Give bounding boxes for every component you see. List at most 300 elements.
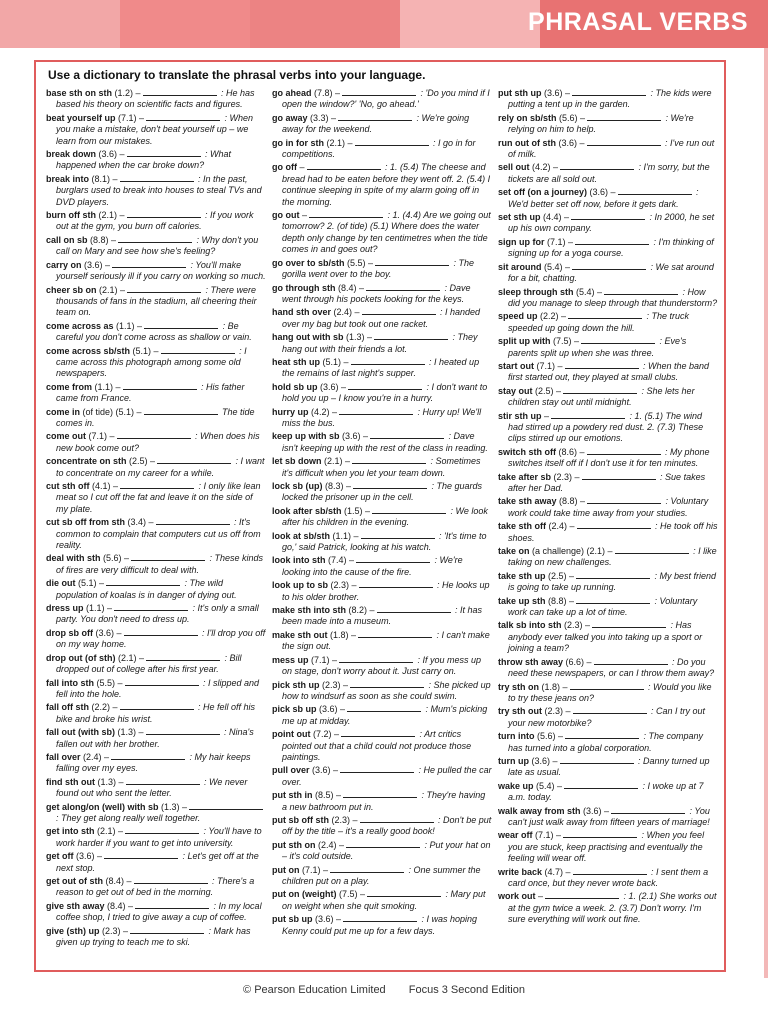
translation-blank[interactable] [360,815,434,823]
unit-reference: (2.3) – [561,620,591,631]
translation-blank[interactable] [611,806,685,814]
translation-blank[interactable] [341,729,415,737]
example-sentence: : 1. (5.4) The cheese and bread had to be eaten before they went off. 2. (5.4) I continue sleeping in spite of my alarm going off in the morning. [282,162,491,207]
translation-blank[interactable] [118,235,192,243]
translation-blank[interactable] [581,336,655,344]
unit-reference: (7.1) – [532,830,562,841]
phrasal-verb-entry [272,258,492,281]
translation-blank[interactable] [351,357,425,365]
phrasal-verb-entry [272,704,492,727]
phrasal-verb-term: run out of sth [498,137,556,148]
phrasal-verb-entry [46,653,266,676]
unit-reference: (4.4) – [540,212,570,223]
unit-reference: (2.4) – [546,521,575,532]
phrasal-verb-term: take sth up [498,570,546,581]
example-sentence: : 'Do you mind if I open the window?' 'No, go ahead.' [282,88,490,110]
phrasal-verb-entry [498,162,718,185]
translation-blank[interactable] [565,731,639,739]
translation-blank[interactable] [339,655,413,663]
example-sentence: : You can't just walk away from fifteen years of marriage! [508,805,710,827]
unit-reference: (3.6) – [96,149,125,160]
phrasal-verb-term: throw sth away [498,656,564,667]
phrasal-verb-term: cheer sb on [46,284,97,295]
unit-reference: (of tide) (5.1) – [80,406,142,417]
translation-blank[interactable] [156,517,230,525]
phrasal-verb-term: look after sb/sth [272,505,342,516]
phrasal-verb-entry [498,287,718,310]
phrasal-verb-term: look at sb/sth [272,530,331,541]
translation-blank[interactable] [343,790,417,798]
phrasal-verb-entry [272,580,492,603]
translation-blank[interactable] [572,262,646,270]
translation-blank[interactable] [582,472,656,480]
unit-reference: (5.5) – [94,677,123,688]
phrasal-verb-term: beat yourself up [46,112,116,123]
phrasal-verb-term: get off [46,851,74,862]
translation-blank[interactable] [377,605,451,613]
phrasal-verb-term: turn up [498,755,529,766]
translation-blank[interactable] [347,704,421,712]
translation-blank[interactable] [125,826,199,834]
example-sentence: : How did you manage to sleep through that thunderstorm? [508,286,718,308]
example-sentence: : If you work out at the gym, you burn off calories. [56,210,254,232]
translation-blank[interactable] [576,596,650,604]
unit-reference: (2.2) – [89,702,118,713]
example-sentence: : Can I try out your new motorbike? [508,706,706,728]
translation-blank[interactable] [339,407,413,415]
phrasal-verb-term: split up with [498,336,551,347]
phrasal-verb-term: break down [46,149,97,160]
unit-reference: (8.4) – [103,876,132,886]
example-sentence: : I don't want to hold you up – I know you're in a hurry. [282,381,488,404]
translation-blank[interactable] [604,287,678,295]
example-sentence: : I came across this photograph among some old newspapers. [56,345,247,379]
phrasal-verb-entry [498,731,718,754]
translation-blank[interactable] [330,865,404,873]
translation-blank[interactable] [370,431,444,439]
translation-blank[interactable] [375,258,449,266]
example-sentence: : My best friend is going to take up running. [508,570,717,593]
phrasal-verb-entry [272,357,492,380]
example-sentence: : Don't be put off by the title – it's a really good book! [282,814,492,837]
example-sentence: : I'll drop you off on my way home. [56,627,266,650]
phrasal-verb-term: go away [272,112,308,123]
example-sentence: : I'm sorry, but the tickets are all sold out. [508,162,710,184]
example-sentence: : They're having a new bathroom put in. [282,790,486,812]
translation-blank[interactable] [307,162,381,170]
translation-blank[interactable] [135,901,209,909]
page-footer [0,984,768,996]
unit-reference: (3.6) – [541,88,571,98]
unit-reference: (2.1) – [324,137,353,148]
translation-blank[interactable] [126,777,200,785]
example-sentence: : Put your hat on – it's cold outside. [282,839,491,862]
unit-reference: (7.1) – [544,236,574,247]
phrasal-verb-entry [46,517,266,551]
banner-segment [0,0,120,48]
phrasal-verb-term: give sth away [46,900,105,911]
phrasal-verb-term: take up sth [498,595,546,606]
unit-reference: (2.1) – [321,456,351,467]
translation-blank[interactable] [157,456,231,464]
banner-segment [120,0,250,48]
phrasal-verb-entry [498,88,718,111]
translation-blank[interactable] [571,212,645,220]
example-sentence: : My hair keeps falling over my eyes. [56,751,251,774]
translation-blank[interactable] [350,680,424,688]
phrasal-verb-term: come across as [46,320,114,331]
unit-reference: (2.3) – [328,580,357,591]
unit-reference: (8.1) – [89,173,118,184]
phrasal-verb-entry [498,682,718,705]
translation-blank[interactable] [573,867,647,875]
example-sentence: : I like taking on new challenges. [508,546,717,568]
phrasal-verb-term: hang out with sb [272,332,344,343]
translation-blank[interactable] [358,630,432,638]
phrasal-verb-entry [46,431,266,454]
unit-reference: (2.5) – [545,570,575,581]
example-sentence: : Would you like to try these jeans on? [508,681,712,703]
translation-blank[interactable] [144,407,218,415]
example-sentence: : When you make a mistake, don't beat yourself up – we learn from our mistakes. [56,112,254,146]
phrasal-verb-term: go in for sth [272,137,324,148]
unit-reference: (8.8) – [545,595,575,606]
unit-reference: (3.6) – [556,137,585,148]
translation-blank[interactable] [127,210,201,218]
example-sentence: : What happened when the car broke down? [56,149,232,171]
right-edge-stripe [764,48,768,978]
unit-reference: (8.8) – [87,234,117,245]
unit-reference: (2.1) – [115,652,144,663]
translation-blank[interactable] [346,840,420,848]
translation-blank[interactable] [568,311,642,319]
phrasal-verb-entry [272,88,492,111]
translation-blank[interactable] [146,653,220,661]
phrasal-verb-term: set sth up [498,212,541,223]
translation-blank[interactable] [146,727,220,735]
phrasal-verb-term: walk away from sth [498,805,581,816]
translation-blank[interactable] [144,321,218,329]
phrasal-verb-entry [272,680,492,703]
translation-blank[interactable] [575,237,649,245]
phrasal-verb-entry [46,149,266,172]
translation-blank[interactable] [143,88,217,96]
translation-blank[interactable] [130,926,204,934]
example-sentence: : I only like lean meat so I cut off the fat and leave it on the side of my plate. [56,481,261,514]
translation-blank[interactable] [564,781,638,789]
translation-blank[interactable] [131,553,205,561]
phrasal-verb-entry [46,235,266,258]
phrasal-verb-entry [46,628,266,651]
unit-reference: (2.5) – [532,385,562,396]
unit-reference: (3.6) – [81,259,111,270]
phrasal-verb-term: get along/on (well) with sb [46,801,159,812]
translation-blank[interactable] [576,571,650,579]
example-sentence: : Voluntary work could take time away from your studies. [508,496,709,518]
translation-blank[interactable] [342,88,416,96]
phrasal-verb-entry [498,472,718,495]
phrasal-verb-entry [498,496,718,519]
translation-blank[interactable] [111,752,185,760]
translation-blank[interactable] [573,706,647,714]
translation-blank[interactable] [366,283,440,291]
example-sentence: : His father came from France. [56,381,245,404]
example-sentence: : The wild population of koalas is in danger of dying out. [56,578,237,600]
example-sentence: : These kinds of fires are very difficult to deal with. [56,553,264,575]
phrasal-verb-entry [498,571,718,594]
translation-blank[interactable] [120,702,194,710]
phrasal-verb-term: make sth into sth [272,605,347,616]
phrasal-verb-term: pull over [272,765,310,776]
translation-blank[interactable] [127,149,201,157]
example-sentence: : When you feel you are stuck, keep practising and eventually the feeling will wear off. [508,830,705,864]
translation-blank[interactable] [356,555,430,563]
phrasal-verb-entry [272,113,492,136]
translation-blank[interactable] [309,210,383,218]
phrasal-verb-entry [46,702,266,725]
example-sentence: : We're looking into the cause of the fire. [282,555,463,577]
phrasal-verb-entry [498,891,718,925]
translation-blank[interactable] [587,496,661,504]
edition-text: Focus 3 Second Edition [408,984,525,996]
translation-blank[interactable] [125,678,199,686]
example-sentence: : She picked up how to windsurf as soon as she could swim. [282,679,491,701]
phrasal-verb-entry [498,546,718,569]
phrasal-verb-entry [46,926,266,949]
translation-blank[interactable] [146,113,220,121]
phrasal-verb-term: call on sb [46,234,88,245]
example-sentence: : Be careful you don't come across as shallow or vain. [56,320,252,343]
example-sentence: : I heated up the remains of last night's supper. [282,356,480,379]
phrasal-verb-term: put sth up [498,88,542,98]
example-sentence: : 'It's time to go,' said Patrick, looking at his watch. [282,530,487,553]
phrasal-verb-term: hand sth over [272,307,332,318]
phrasal-verb-term: rely on sb/sth [498,112,557,123]
phrasal-verb-entry [272,555,492,578]
unit-reference: – [299,210,308,221]
translation-blank[interactable] [563,386,637,394]
phrasal-verb-term: speed up [498,311,538,322]
phrasal-verb-entry [46,876,266,899]
translation-blank[interactable] [340,765,414,773]
translation-blank[interactable] [372,506,446,514]
example-sentence: : We're going away for the weekend. [282,112,470,135]
translation-blank[interactable] [114,603,188,611]
phrasal-verb-term: take after sb [498,471,552,482]
unit-reference: (2.3) – [329,814,358,825]
unit-reference: (3.6) – [93,627,122,638]
unit-reference: (5.1) – [130,345,159,356]
phrasal-verb-term: take sth away [498,496,557,507]
phrasal-verb-entry [272,840,492,863]
phrasal-verb-term: put sb up [272,914,313,925]
unit-reference: (4.7) – [542,866,571,877]
translation-blank[interactable] [124,628,198,636]
unit-reference: (8.8) – [556,496,586,507]
translation-blank[interactable] [104,851,178,859]
translation-blank[interactable] [374,332,448,340]
phrasal-verb-term: wake up [498,780,534,791]
translation-blank[interactable] [570,682,644,690]
translation-blank[interactable] [134,876,208,884]
unit-reference: (1.8) – [539,681,568,692]
translation-blank[interactable] [615,546,689,554]
unit-reference: (2.3) – [319,679,349,690]
translation-blank[interactable] [112,260,186,268]
phrasal-verb-term: lock sb (up) [272,481,323,491]
translation-blank[interactable] [592,620,666,628]
translation-blank[interactable] [123,382,197,390]
translation-blank[interactable] [560,162,634,170]
translation-blank[interactable] [120,481,194,489]
phrasal-verb-term: fall out (with sb) [46,727,115,738]
translation-blank[interactable] [189,802,263,810]
translation-blank[interactable] [618,187,692,195]
phrasal-verb-entry [498,706,718,729]
phrasal-verb-term: write back [498,866,543,877]
translation-blank[interactable] [348,382,422,390]
unit-reference: (1.1) – [330,530,359,541]
phrasal-verb-entry [272,655,492,678]
example-sentence: : He fell off his bike and broke his wrist. [56,702,256,724]
translation-blank[interactable] [572,88,646,96]
example-sentence: : I'm thinking of signing up for a yoga course. [508,236,714,259]
translation-blank[interactable] [551,411,625,419]
translation-blank[interactable] [161,346,235,354]
example-sentence: : You'll have to work harder if you want to get into university. [56,826,262,848]
phrasal-verb-entry [46,260,266,283]
translation-blank[interactable] [127,285,201,293]
phrasal-verb-term: look up to sb [272,580,328,591]
unit-reference: (5.5) – [344,257,374,268]
example-sentence: : I handed over my bag but took out one racket. [282,307,481,329]
phrasal-verb-term: make sth out [272,629,328,640]
translation-blank[interactable] [367,889,441,897]
example-sentence: : Bill dropped out of college after his first year. [56,652,242,675]
phrasal-verb-entry [272,506,492,529]
unit-reference: (2.5) – [126,456,156,467]
example-sentence: : Sometimes it's difficult when you let your team down. [282,456,481,478]
translation-blank[interactable] [594,657,668,665]
example-sentence: : I woke up at 7 a.m. today. [508,780,704,803]
unit-reference: (7.8) – [311,88,341,98]
translation-blank[interactable] [587,113,661,121]
example-sentence: : He pulled the car over. [282,765,492,787]
phrasal-verb-entry [272,481,492,504]
example-sentence: : Hurry up! We'll miss the bus. [282,406,482,428]
example-sentence: : There's a reason to get out of bed in the morning. [56,876,255,898]
phrasal-verb-entry [46,113,266,147]
example-sentence: : The kids were putting a tent up in the garden. [508,88,712,110]
translation-blank[interactable] [120,174,194,182]
phrasal-verb-entry [498,187,718,210]
translation-blank[interactable] [117,431,191,439]
example-sentence: : I sent them a card once, but they never wrote back. [508,866,709,888]
phrasal-verb-term: get into sth [46,826,95,837]
translation-blank[interactable] [563,830,637,838]
unit-reference: (3.6) – [316,704,346,715]
phrasal-verb-entry [46,553,266,576]
unit-reference: (2.4) – [315,839,345,850]
phrasal-verb-term: mess up [272,654,309,665]
translation-blank[interactable] [362,307,436,315]
phrasal-verb-entry [272,865,492,888]
translation-blank[interactable] [565,361,639,369]
unit-reference: (5.4) – [533,780,563,791]
phrasal-verb-entry [272,765,492,788]
phrasal-verb-entry [46,777,266,800]
phrasal-verb-term: put sth on [272,839,316,850]
phrasal-verb-entry [498,756,718,779]
translation-blank[interactable] [338,113,412,121]
translation-blank[interactable] [343,914,417,922]
translation-blank[interactable] [352,456,426,464]
translation-blank[interactable] [587,138,661,146]
phrasal-verb-entry [272,307,492,330]
unit-reference: – [535,891,544,902]
phrasal-verb-term: hold sb up [272,381,318,392]
content-panel [34,60,726,972]
example-sentence: : Mum's picking me up at midday. [282,704,488,726]
example-sentence: : There were thousands of fans in the stadium, all cheering their team on. [56,284,257,318]
translation-blank[interactable] [361,531,435,539]
translation-blank[interactable] [545,891,619,899]
unit-reference: (a challenge) (2.1) – [529,546,613,557]
translation-blank[interactable] [359,580,433,588]
phrasal-verb-entry [46,826,266,849]
translation-blank[interactable] [353,481,427,489]
phrasal-verb-term: pick sb up [272,704,317,715]
unit-reference: (2.2) – [537,311,567,322]
unit-reference: (1.1) – [83,603,113,614]
unit-reference: (5.6) – [534,731,564,742]
example-sentence: : I was hoping Kenny could put me up for a few days. [282,914,478,936]
phrasal-verb-term: go off [272,162,297,173]
unit-reference: (1.3) – [343,332,373,343]
unit-reference: (7.1) – [115,112,145,123]
phrasal-verb-entry [498,411,718,445]
example-sentence: : She lets her children stay out until midnight. [508,385,695,408]
phrasal-verb-term: fall off sth [46,702,89,713]
banner-segment [250,0,400,48]
translation-blank[interactable] [560,756,634,764]
example-sentence: : Art critics pointed out that a child could not produce those paintings. [282,729,472,762]
unit-reference: (8.4) – [104,900,134,911]
example-sentence: : Voluntary work can take up a lot of time. [508,595,698,618]
phrasal-verb-entry [272,630,492,653]
example-sentence: : We'd better set off now, before it gets dark. [508,187,699,209]
example-sentence: : I want to concentrate on my career for a while. [56,456,265,478]
translation-blank[interactable] [587,447,661,455]
unit-reference: (7.5) – [550,336,580,347]
phrasal-verb-term: hurry up [272,406,309,417]
unit-reference: (4.2) – [529,162,559,173]
example-sentence: : The truck speeded up going down the hill. [508,311,690,333]
phrasal-verb-term: concentrate on sth [46,456,127,467]
example-sentence: : 1. (4.4) Are we going out tomorrow? 2. (of tide) (5.1) Where does the water depth only change by ten centimetres when the tide comes in and goes out? [282,210,491,255]
translation-blank[interactable] [577,521,651,529]
translation-blank[interactable] [106,578,180,586]
unit-reference: (1.2) – [112,88,141,98]
column-2 [272,88,492,939]
translation-blank[interactable] [355,138,429,146]
example-sentence: : We sat around for a bit, chatting. [508,261,714,284]
phrasal-verb-entry [46,802,266,825]
phrasal-verb-entry [272,138,492,161]
example-sentence: : I can't make the sign out. [282,629,490,652]
example-sentence: : 1. (2.1) She works out at the gym twice a week. 2. (3.7) Don't worry. I'm sure everything will work out fine. [508,891,717,925]
phrasal-verb-entry [46,752,266,775]
